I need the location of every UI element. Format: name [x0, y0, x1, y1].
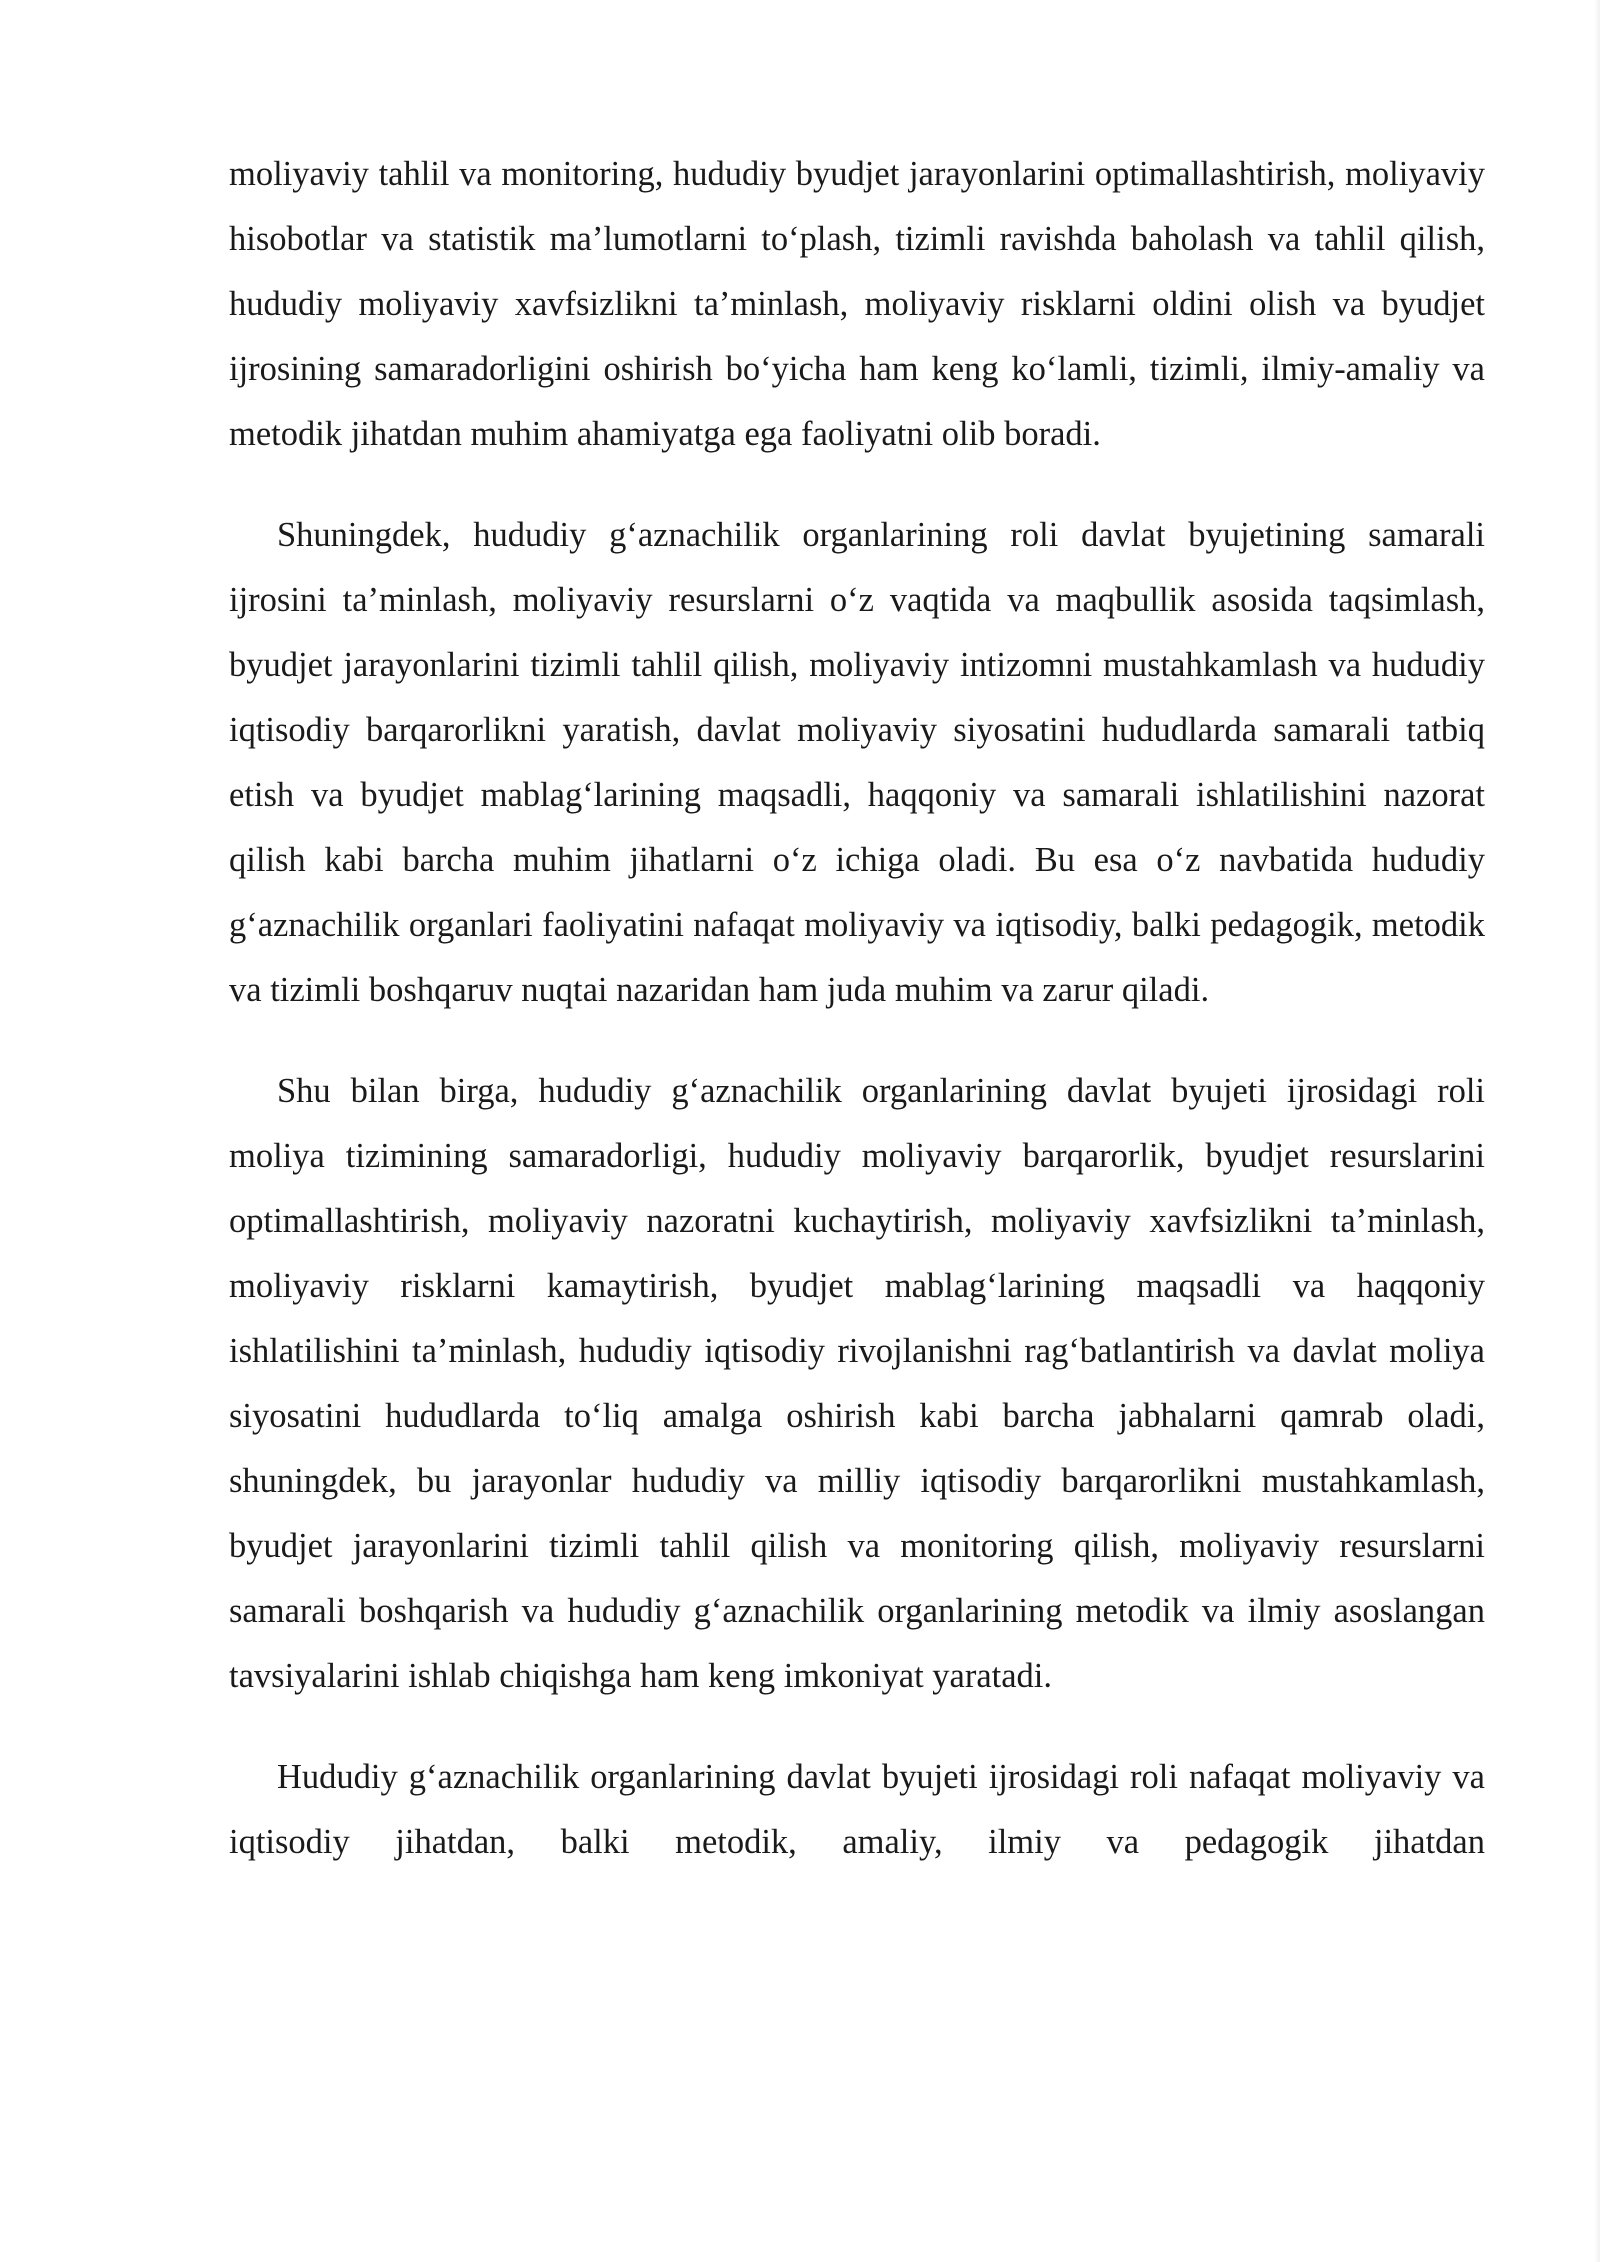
paragraph-2: Shuningdek, hududiy g‘aznachilik organlarining roli davlat byujetining samarali ijrosini ta’minlash, moliyaviy resurslarni o‘z vaqtida va maqbullik asosida taqsimlash, byudjet jarayonlarini tizimli tahlil qilish, moliyaviy intizomni mustahkamlash va hududiy iqtisodiy barqarorlikni yaratish, davlat moliyaviy siyosatini hududlarda samarali tatbiq etish va byudjet mablag‘larining maqsadli, haqqoniy va samarali ishlatilishini nazorat qilish kabi barcha muhim jihatlarni o‘z ichiga oladi. Bu esa o‘z navbatida hududiy g‘aznachilik organlari faoliyatini nafaqat moliyaviy va iqtisodiy, balki pedagogik, metodik va tizimli boshqaruv nuqtai nazaridan ham juda muhim va zarur qiladi. — [229, 516, 1485, 1009]
paragraph-1: moliyaviy tahlil va monitoring, hududiy byudjet jarayonlarini optimallashtirish, moliyaviy hisobotlar va statistik ma’lumotlarni to‘plash, tizimli ravishda baholash va tahlil qilish, hududiy moliyaviy xavfsizlikni ta’minlash, moliyaviy risklarni oldini olish va byudjet ijrosining samaradorligini oshirish bo‘yicha ham keng ko‘lamli, tizimli, ilmiy-amaliy va metodik jihatdan muhim ahamiyatga ega faoliyatni olib boradi. — [229, 155, 1485, 453]
page-edge-shadow — [1594, 0, 1600, 2262]
paragraph-4: Hududiy g‘aznachilik organlarining davlat byujeti ijrosidagi roli nafaqat moliyaviy va iqtisodiy jihatdan, balki metodik, amaliy, ilmiy va pedagogik jihatdan — [229, 1758, 1485, 1861]
paragraph-3: Shu bilan birga, hududiy g‘aznachilik organlarining davlat byujeti ijrosidagi roli moliya tizimining samaradorligi, hududiy moliyaviy barqarorlik, byudjet resurslarini optimallashtirish, moliyaviy nazoratni kuchaytirish, moliyaviy xavfsizlikni ta’minlash, moliyaviy risklarni kamaytirish, byudjet mablag‘larining maqsadli va haqqoniy ishlatilishini ta’minlash, hududiy iqtisodiy rivojlanishni rag‘batlantirish va davlat moliya siyosatini hududlarda to‘liq amalga oshirish kabi barcha jabhalarni qamrab oladi, shuningdek, bu jarayonlar hududiy va milliy iqtisodiy barqarorlikni mustahkamlash, byudjet jarayonlarini tizimli tahlil qilish va monitoring qilish, moliyaviy resurslarni samarali boshqarish va hududiy g‘aznachilik organlarining metodik va ilmiy asoslangan tavsiyalarini ishlab chiqishga ham keng imkoniyat yaratadi. — [229, 1072, 1485, 1695]
document-body — [229, 142, 1485, 1911]
